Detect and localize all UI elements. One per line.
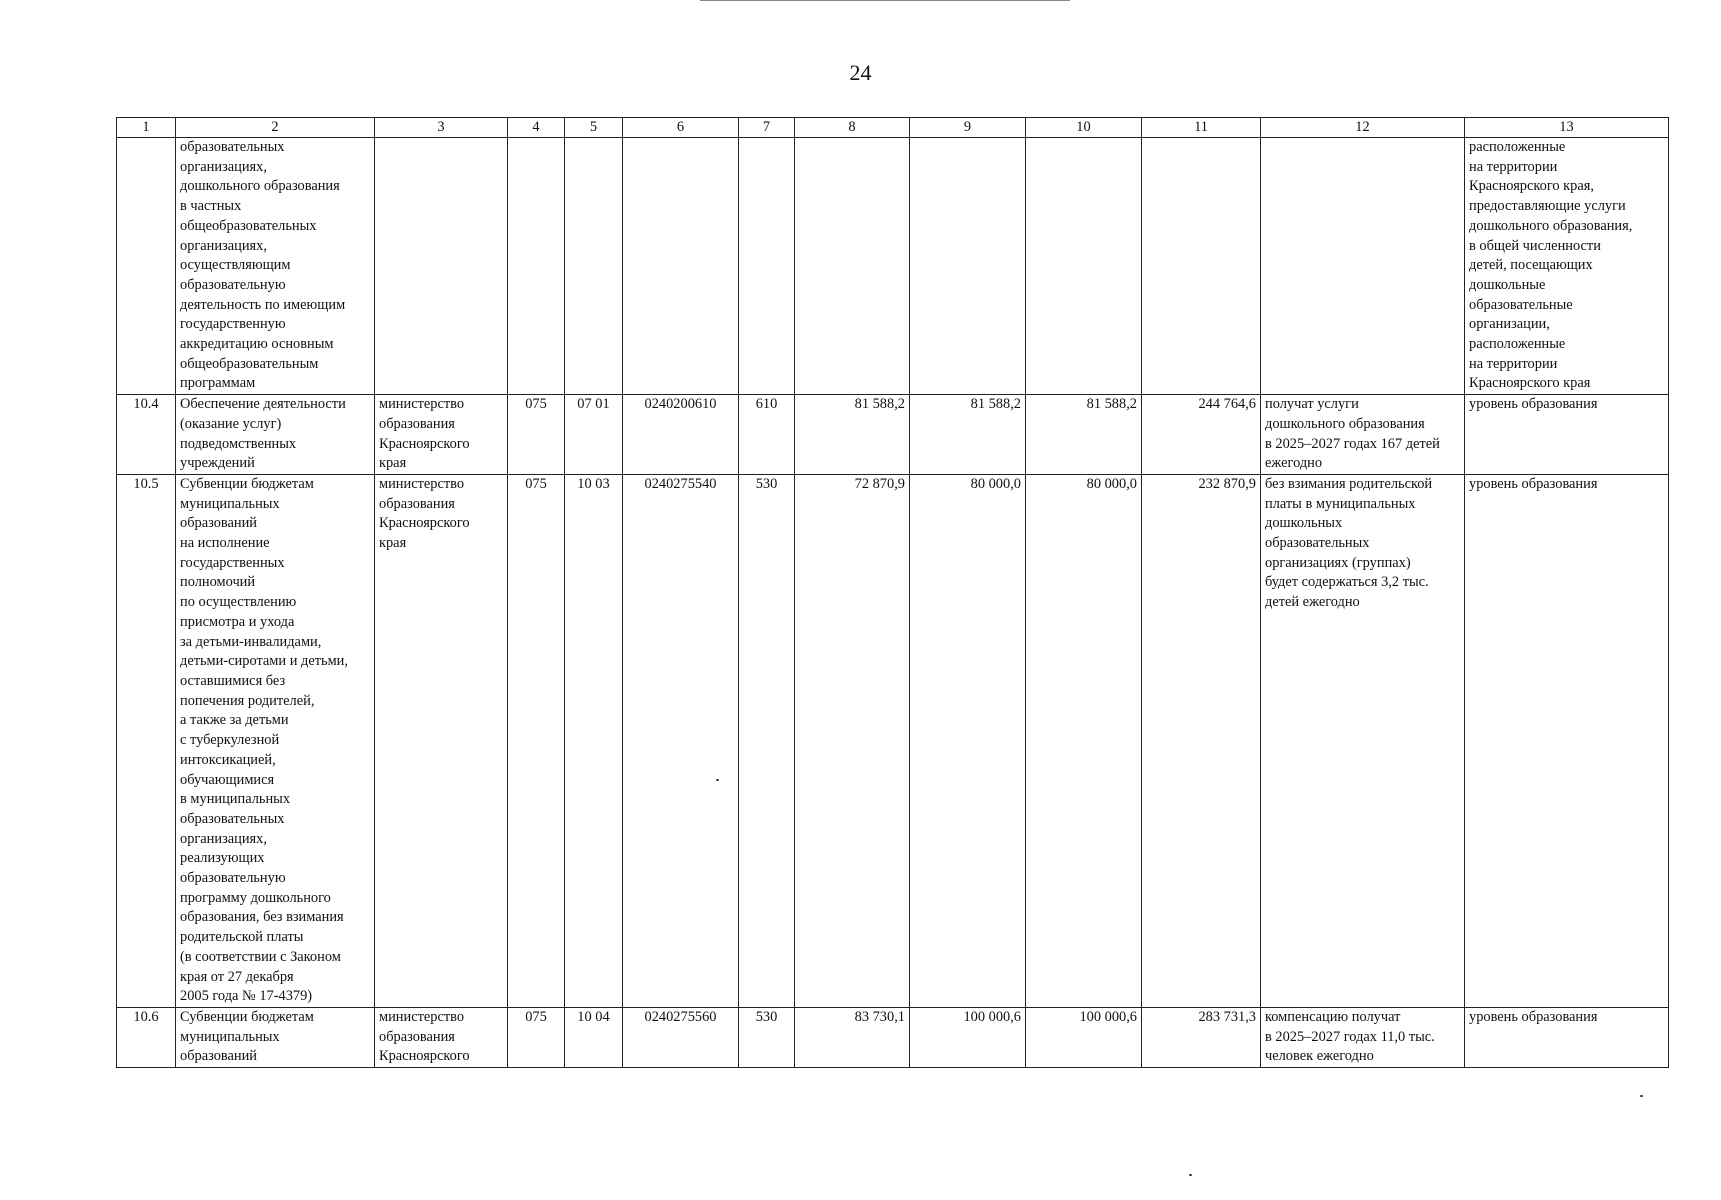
row-number: 10.4 <box>117 395 176 475</box>
expected-result <box>1261 138 1465 395</box>
col-header: 1 <box>117 118 176 138</box>
col-header: 8 <box>795 118 910 138</box>
amount-2026: 80 000,0 <box>910 474 1026 1007</box>
indicator-level: уровень образования <box>1465 474 1669 1007</box>
expected-result: компенсацию получат в 2025–2027 годах 11,0 тыс. человек ежегодно <box>1261 1007 1465 1067</box>
col-header: 5 <box>565 118 623 138</box>
indicator-level: уровень образования <box>1465 395 1669 475</box>
col-header: 13 <box>1465 118 1669 138</box>
amount-2025: 81 588,2 <box>795 395 910 475</box>
expected-result: получат услуги дошкольного образования в 2025–2027 годах 167 детей ежегодно <box>1261 395 1465 475</box>
rzpr-code: 10 03 <box>565 474 623 1007</box>
table-row <box>117 1007 1669 1067</box>
amount-2026: 81 588,2 <box>910 395 1026 475</box>
measure-name: образовательных организациях, дошкольного образования в частных общеобразовательных организациях, осуществляющим образовательную деятельность по имеющим государственную аккредитацию основным общеобразовательным программам <box>176 138 375 395</box>
table-row <box>117 395 1669 475</box>
col-header: 4 <box>508 118 565 138</box>
row-number: 10.6 <box>117 1007 176 1067</box>
col-header: 2 <box>176 118 375 138</box>
amount-2027: 100 000,6 <box>1026 1007 1142 1067</box>
vr-code: 530 <box>739 1007 795 1067</box>
measure-name: Обеспечение деятельности (оказание услуг) подведомственных учреждений <box>176 395 375 475</box>
rzpr-code: 07 01 <box>565 395 623 475</box>
executor: министерство образования Красноярского края <box>375 474 508 1007</box>
rzpr-code: 10 04 <box>565 1007 623 1067</box>
col-header: 7 <box>739 118 795 138</box>
grbs-code <box>508 138 565 395</box>
amount-total <box>1142 138 1261 395</box>
amount-2025: 72 870,9 <box>795 474 910 1007</box>
amount-2026 <box>910 138 1026 395</box>
row-number <box>117 138 176 395</box>
col-header: 10 <box>1026 118 1142 138</box>
col-header: 11 <box>1142 118 1261 138</box>
indicator-level: уровень образования <box>1465 1007 1669 1067</box>
col-header: 9 <box>910 118 1026 138</box>
amount-2027: 81 588,2 <box>1026 395 1142 475</box>
grbs-code: 075 <box>508 1007 565 1067</box>
table-row <box>117 138 1669 395</box>
amount-2027: 80 000,0 <box>1026 474 1142 1007</box>
col-header: 3 <box>375 118 508 138</box>
budget-table <box>116 117 1669 1068</box>
scan-speck <box>1640 1095 1643 1097</box>
indicator-level: расположенные на территории Красноярского края, предоставляющие услуги дошкольного образования, в общей численности детей, посещающих дошкольные образовательные организации, расположенные на территории Красноярского края <box>1465 138 1669 395</box>
executor <box>375 138 508 395</box>
amount-2025: 83 730,1 <box>795 1007 910 1067</box>
page-number: 24 <box>849 60 872 85</box>
csr-code <box>623 138 739 395</box>
csr-code: 0240275560 <box>623 1007 739 1067</box>
expected-result: без взимания родительской платы в муниципальных дошкольных образовательных организациях (группах) будет содержаться 3,2 тыс. детей ежегодно <box>1261 474 1465 1007</box>
scan-speck <box>716 779 719 781</box>
grbs-code: 075 <box>508 395 565 475</box>
vr-code <box>739 138 795 395</box>
amount-2025 <box>795 138 910 395</box>
table-row <box>117 474 1669 1007</box>
amount-total: 283 731,3 <box>1142 1007 1261 1067</box>
amount-2027 <box>1026 138 1142 395</box>
amount-total: 232 870,9 <box>1142 474 1261 1007</box>
grbs-code: 075 <box>508 474 565 1007</box>
vr-code: 610 <box>739 395 795 475</box>
measure-name: Субвенции бюджетам муниципальных образований <box>176 1007 375 1067</box>
amount-2026: 100 000,6 <box>910 1007 1026 1067</box>
col-header: 6 <box>623 118 739 138</box>
measure-name: Субвенции бюджетам муниципальных образований на исполнение государственных полномочий по осуществлению присмотра и ухода за детьми-инвалидами, детьми-сиротами и детьми, оставшимися без попечения родителей, а также за детьми с туберкулезной интоксикацией, обучающимися в муниципальных образовательных организациях, реализующих образовательную программу дошкольного образования, без взимания родительской платы (в соответствии с Законом края от 27 декабря 2005 года № 17-4379) <box>176 474 375 1007</box>
csr-code: 0240200610 <box>623 395 739 475</box>
executor: министерство образования Красноярского <box>375 1007 508 1067</box>
vr-code: 530 <box>739 474 795 1007</box>
scan-speck <box>1189 1174 1192 1176</box>
header-row <box>117 118 1669 138</box>
top-rule <box>700 0 1070 1</box>
amount-total: 244 764,6 <box>1142 395 1261 475</box>
executor: министерство образования Красноярского края <box>375 395 508 475</box>
csr-code: 0240275540 <box>623 474 739 1007</box>
row-number: 10.5 <box>117 474 176 1007</box>
rzpr-code <box>565 138 623 395</box>
col-header: 12 <box>1261 118 1465 138</box>
